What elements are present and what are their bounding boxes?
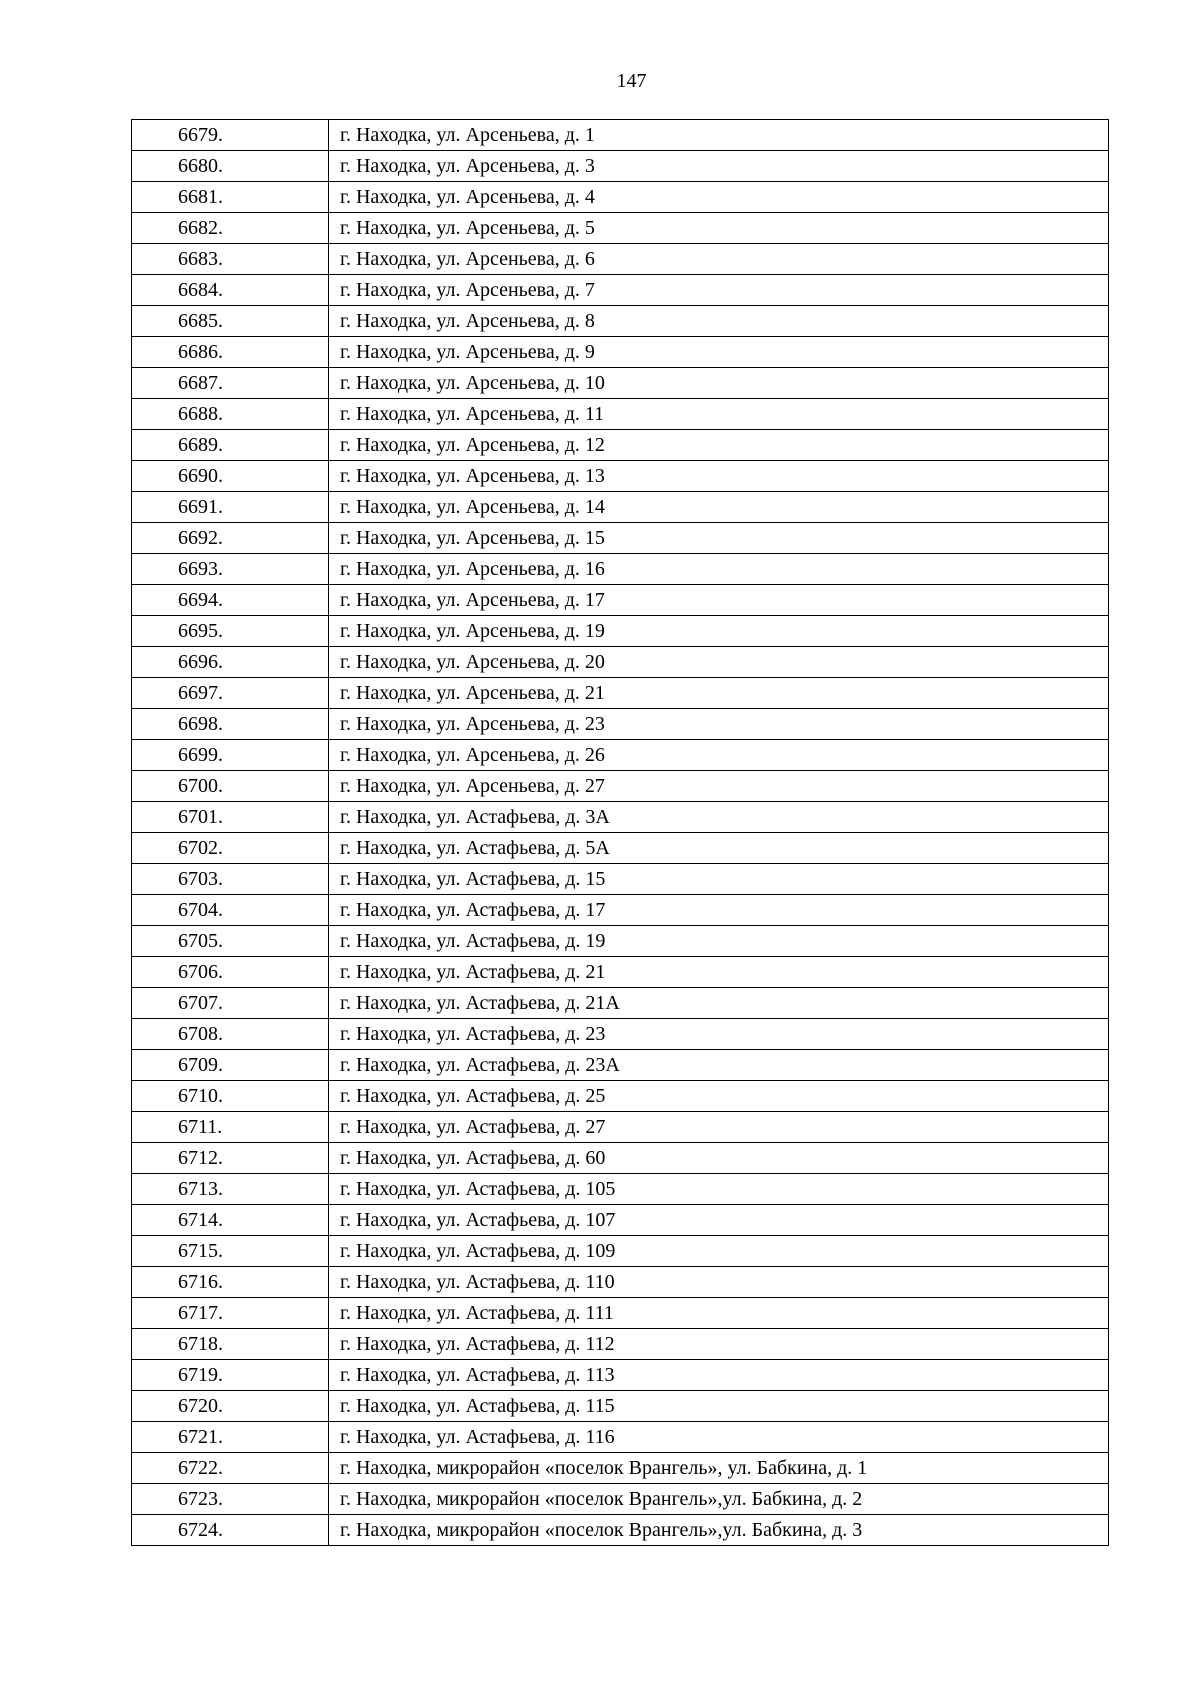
row-address: г. Находка, ул. Арсеньева, д. 12 bbox=[329, 430, 1109, 461]
table-row bbox=[132, 771, 1109, 802]
row-number: 6688. bbox=[132, 399, 329, 430]
table-row bbox=[132, 523, 1109, 554]
table-row bbox=[132, 1236, 1109, 1267]
table-row bbox=[132, 461, 1109, 492]
row-number: 6713. bbox=[132, 1174, 329, 1205]
row-number: 6689. bbox=[132, 430, 329, 461]
row-number: 6718. bbox=[132, 1329, 329, 1360]
row-address: г. Находка, ул. Арсеньева, д. 19 bbox=[329, 616, 1109, 647]
row-number: 6719. bbox=[132, 1360, 329, 1391]
row-address: г. Находка, ул. Астафьева, д. 23А bbox=[329, 1050, 1109, 1081]
row-number: 6693. bbox=[132, 554, 329, 585]
table-row bbox=[132, 1360, 1109, 1391]
table-row bbox=[132, 337, 1109, 368]
row-number: 6716. bbox=[132, 1267, 329, 1298]
table-row bbox=[132, 151, 1109, 182]
row-number: 6680. bbox=[132, 151, 329, 182]
row-address: г. Находка, ул. Астафьева, д. 111 bbox=[329, 1298, 1109, 1329]
table-row bbox=[132, 1298, 1109, 1329]
row-address: г. Находка, ул. Арсеньева, д. 9 bbox=[329, 337, 1109, 368]
row-address: г. Находка, ул. Астафьева, д. 113 bbox=[329, 1360, 1109, 1391]
row-number: 6687. bbox=[132, 368, 329, 399]
row-address: г. Находка, ул. Астафьева, д. 112 bbox=[329, 1329, 1109, 1360]
table-row bbox=[132, 1484, 1109, 1515]
table-row bbox=[132, 1267, 1109, 1298]
table-row bbox=[132, 275, 1109, 306]
row-address: г. Находка, ул. Арсеньева, д. 26 bbox=[329, 740, 1109, 771]
row-number: 6722. bbox=[132, 1453, 329, 1484]
row-number: 6679. bbox=[132, 120, 329, 151]
row-number: 6712. bbox=[132, 1143, 329, 1174]
row-number: 6694. bbox=[132, 585, 329, 616]
table-row bbox=[132, 1143, 1109, 1174]
row-address: г. Находка, ул. Астафьева, д. 3А bbox=[329, 802, 1109, 833]
row-number: 6724. bbox=[132, 1515, 329, 1546]
row-address: г. Находка, ул. Астафьева, д. 109 bbox=[329, 1236, 1109, 1267]
row-number: 6706. bbox=[132, 957, 329, 988]
row-number: 6702. bbox=[132, 833, 329, 864]
row-number: 6723. bbox=[132, 1484, 329, 1515]
table-row bbox=[132, 1050, 1109, 1081]
table-row bbox=[132, 802, 1109, 833]
table-row bbox=[132, 306, 1109, 337]
row-address: г. Находка, ул. Астафьева, д. 17 bbox=[329, 895, 1109, 926]
row-address: г. Находка, ул. Арсеньева, д. 3 bbox=[329, 151, 1109, 182]
page-number: 147 bbox=[616, 70, 647, 92]
table-row bbox=[132, 1112, 1109, 1143]
row-address: г. Находка, ул. Арсеньева, д. 17 bbox=[329, 585, 1109, 616]
row-number: 6717. bbox=[132, 1298, 329, 1329]
row-address: г. Находка, ул. Астафьева, д. 21А bbox=[329, 988, 1109, 1019]
row-number: 6690. bbox=[132, 461, 329, 492]
table-row bbox=[132, 1019, 1109, 1050]
table-row bbox=[132, 957, 1109, 988]
row-number: 6704. bbox=[132, 895, 329, 926]
row-number: 6691. bbox=[132, 492, 329, 523]
row-address: г. Находка, ул. Астафьева, д. 107 bbox=[329, 1205, 1109, 1236]
row-address: г. Находка, ул. Астафьева, д. 19 bbox=[329, 926, 1109, 957]
row-number: 6708. bbox=[132, 1019, 329, 1050]
row-address: г. Находка, ул. Астафьева, д. 60 bbox=[329, 1143, 1109, 1174]
table-row bbox=[132, 1174, 1109, 1205]
row-address: г. Находка, ул. Арсеньева, д. 8 bbox=[329, 306, 1109, 337]
row-number: 6692. bbox=[132, 523, 329, 554]
row-address: г. Находка, ул. Арсеньева, д. 21 bbox=[329, 678, 1109, 709]
row-address: г. Находка, ул. Арсеньева, д. 7 bbox=[329, 275, 1109, 306]
row-address: г. Находка, микрорайон «поселок Врангель»,ул. Бабкина, д. 2 bbox=[329, 1484, 1109, 1515]
row-number: 6720. bbox=[132, 1391, 329, 1422]
table-row bbox=[132, 213, 1109, 244]
table-row bbox=[132, 244, 1109, 275]
table-row bbox=[132, 1081, 1109, 1112]
table-row bbox=[132, 709, 1109, 740]
row-number: 6686. bbox=[132, 337, 329, 368]
row-number: 6684. bbox=[132, 275, 329, 306]
row-address: г. Находка, ул. Астафьева, д. 21 bbox=[329, 957, 1109, 988]
table-row bbox=[132, 895, 1109, 926]
row-number: 6707. bbox=[132, 988, 329, 1019]
row-number: 6701. bbox=[132, 802, 329, 833]
row-address: г. Находка, ул. Астафьева, д. 105 bbox=[329, 1174, 1109, 1205]
row-address: г. Находка, ул. Астафьева, д. 110 bbox=[329, 1267, 1109, 1298]
table-row bbox=[132, 1422, 1109, 1453]
row-number: 6683. bbox=[132, 244, 329, 275]
address-table bbox=[131, 119, 1109, 1546]
table-row bbox=[132, 740, 1109, 771]
row-number: 6703. bbox=[132, 864, 329, 895]
table-row bbox=[132, 120, 1109, 151]
table-row bbox=[132, 368, 1109, 399]
row-address: г. Находка, ул. Арсеньева, д. 20 bbox=[329, 647, 1109, 678]
table-row bbox=[132, 864, 1109, 895]
table-row bbox=[132, 647, 1109, 678]
row-number: 6705. bbox=[132, 926, 329, 957]
row-number: 6682. bbox=[132, 213, 329, 244]
row-address: г. Находка, ул. Арсеньева, д. 5 bbox=[329, 213, 1109, 244]
row-address: г. Находка, ул. Астафьева, д. 25 bbox=[329, 1081, 1109, 1112]
row-address: г. Находка, ул. Астафьева, д. 115 bbox=[329, 1391, 1109, 1422]
row-address: г. Находка, ул. Арсеньева, д. 4 bbox=[329, 182, 1109, 213]
table-row bbox=[132, 988, 1109, 1019]
table-row bbox=[132, 1329, 1109, 1360]
table-row bbox=[132, 1453, 1109, 1484]
table-row bbox=[132, 399, 1109, 430]
row-number: 6700. bbox=[132, 771, 329, 802]
row-address: г. Находка, микрорайон «поселок Врангель», ул. Бабкина, д. 1 bbox=[329, 1453, 1109, 1484]
table-row bbox=[132, 554, 1109, 585]
table-row bbox=[132, 1205, 1109, 1236]
row-number: 6711. bbox=[132, 1112, 329, 1143]
row-address: г. Находка, ул. Астафьева, д. 15 bbox=[329, 864, 1109, 895]
row-address: г. Находка, ул. Астафьева, д. 5А bbox=[329, 833, 1109, 864]
row-number: 6709. bbox=[132, 1050, 329, 1081]
row-address: г. Находка, ул. Арсеньева, д. 23 bbox=[329, 709, 1109, 740]
table-row bbox=[132, 616, 1109, 647]
row-number: 6699. bbox=[132, 740, 329, 771]
table-row bbox=[132, 492, 1109, 523]
row-address: г. Находка, ул. Арсеньева, д. 13 bbox=[329, 461, 1109, 492]
row-number: 6681. bbox=[132, 182, 329, 213]
row-number: 6715. bbox=[132, 1236, 329, 1267]
row-number: 6685. bbox=[132, 306, 329, 337]
row-address: г. Находка, ул. Арсеньева, д. 11 bbox=[329, 399, 1109, 430]
table-row bbox=[132, 585, 1109, 616]
table-row bbox=[132, 1391, 1109, 1422]
row-address: г. Находка, ул. Арсеньева, д. 6 bbox=[329, 244, 1109, 275]
row-address: г. Находка, ул. Астафьева, д. 27 bbox=[329, 1112, 1109, 1143]
row-number: 6721. bbox=[132, 1422, 329, 1453]
row-address: г. Находка, ул. Арсеньева, д. 10 bbox=[329, 368, 1109, 399]
row-address: г. Находка, ул. Арсеньева, д. 27 bbox=[329, 771, 1109, 802]
row-address: г. Находка, ул. Арсеньева, д. 16 bbox=[329, 554, 1109, 585]
row-address: г. Находка, микрорайон «поселок Врангель»,ул. Бабкина, д. 3 bbox=[329, 1515, 1109, 1546]
row-number: 6710. bbox=[132, 1081, 329, 1112]
row-address: г. Находка, ул. Арсеньева, д. 14 bbox=[329, 492, 1109, 523]
row-number: 6695. bbox=[132, 616, 329, 647]
table-row bbox=[132, 678, 1109, 709]
row-number: 6714. bbox=[132, 1205, 329, 1236]
row-address: г. Находка, ул. Астафьева, д. 116 bbox=[329, 1422, 1109, 1453]
row-number: 6697. bbox=[132, 678, 329, 709]
table-row bbox=[132, 833, 1109, 864]
row-address: г. Находка, ул. Арсеньева, д. 1 bbox=[329, 120, 1109, 151]
table-row bbox=[132, 926, 1109, 957]
table-row bbox=[132, 430, 1109, 461]
address-table-body bbox=[132, 120, 1109, 1546]
table-row bbox=[132, 182, 1109, 213]
row-address: г. Находка, ул. Арсеньева, д. 15 bbox=[329, 523, 1109, 554]
row-number: 6696. bbox=[132, 647, 329, 678]
row-number: 6698. bbox=[132, 709, 329, 740]
table-row bbox=[132, 1515, 1109, 1546]
row-address: г. Находка, ул. Астафьева, д. 23 bbox=[329, 1019, 1109, 1050]
